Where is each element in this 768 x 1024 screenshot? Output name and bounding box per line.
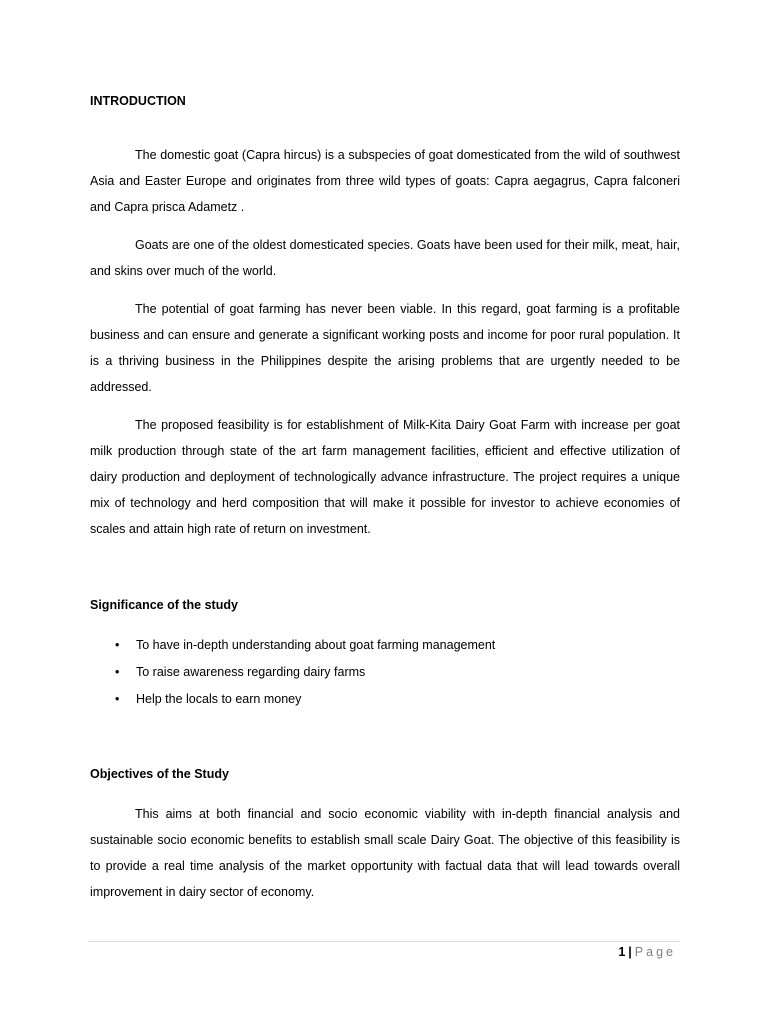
- list-item-text: To have in-depth understanding about goat farming management: [136, 638, 496, 652]
- list-item-text: Help the locals to earn money: [136, 692, 302, 706]
- objectives-paragraph: This aims at both financial and socio economic viability with in-depth financial analysis and sustainable socio economic benefits to establish small scale Dairy Goat. The objective of this feasibility is to provide a real time analysis of the market opportunity with factual data that will lead towards overall improvement in dairy sector of economy.: [90, 807, 680, 899]
- intro-paragraph: The proposed feasibility is for establishment of Milk-Kita Dairy Goat Farm with increase per goat milk production through state of the art farm management facilities, efficient and effective utilization of dairy production and deployment of technologically advance infrastructure. The project requires a unique mix of technology and herd composition that will make it possible for investor to achieve economies of scales and attain high rate of return on investment.: [90, 418, 680, 536]
- page-content: [90, 90, 680, 905]
- footer-separator: |: [628, 945, 632, 959]
- intro-paragraph: The potential of goat farming has never been viable. In this regard, goat farming is a profitable business and can ensure and generate a significant working posts and income for poor rural population. It is a thriving business in the Philippines despite the arising problems that are urgently needed to be addressed.: [90, 302, 680, 394]
- introduction-heading: INTRODUCTION: [90, 94, 186, 108]
- page-footer: [618, 942, 676, 962]
- intro-paragraph: Goats are one of the oldest domesticated species. Goats have been used for their milk, meat, hair, and skins over much of the world.: [90, 238, 680, 278]
- objectives-heading: Objectives of the Study: [90, 767, 229, 781]
- intro-paragraph: The domestic goat (Capra hircus) is a subspecies of goat domesticated from the wild of southwest Asia and Easter Europe and originates from three wild types of goats: Capra aegagrus, Capra falconeri and Capra prisca Adametz .: [90, 148, 680, 214]
- page-label: Page: [634, 945, 676, 959]
- significance-list: [90, 632, 680, 713]
- bullet-icon: •: [115, 665, 120, 679]
- list-item: [90, 686, 680, 713]
- significance-heading: Significance of the study: [90, 598, 238, 612]
- list-item: [90, 632, 680, 659]
- bullet-icon: •: [115, 692, 120, 706]
- list-item-text: To raise awareness regarding dairy farms: [136, 665, 366, 679]
- list-item: [90, 659, 680, 686]
- footer-divider: [88, 941, 680, 942]
- page-number: 1: [618, 945, 626, 959]
- bullet-icon: •: [115, 638, 120, 652]
